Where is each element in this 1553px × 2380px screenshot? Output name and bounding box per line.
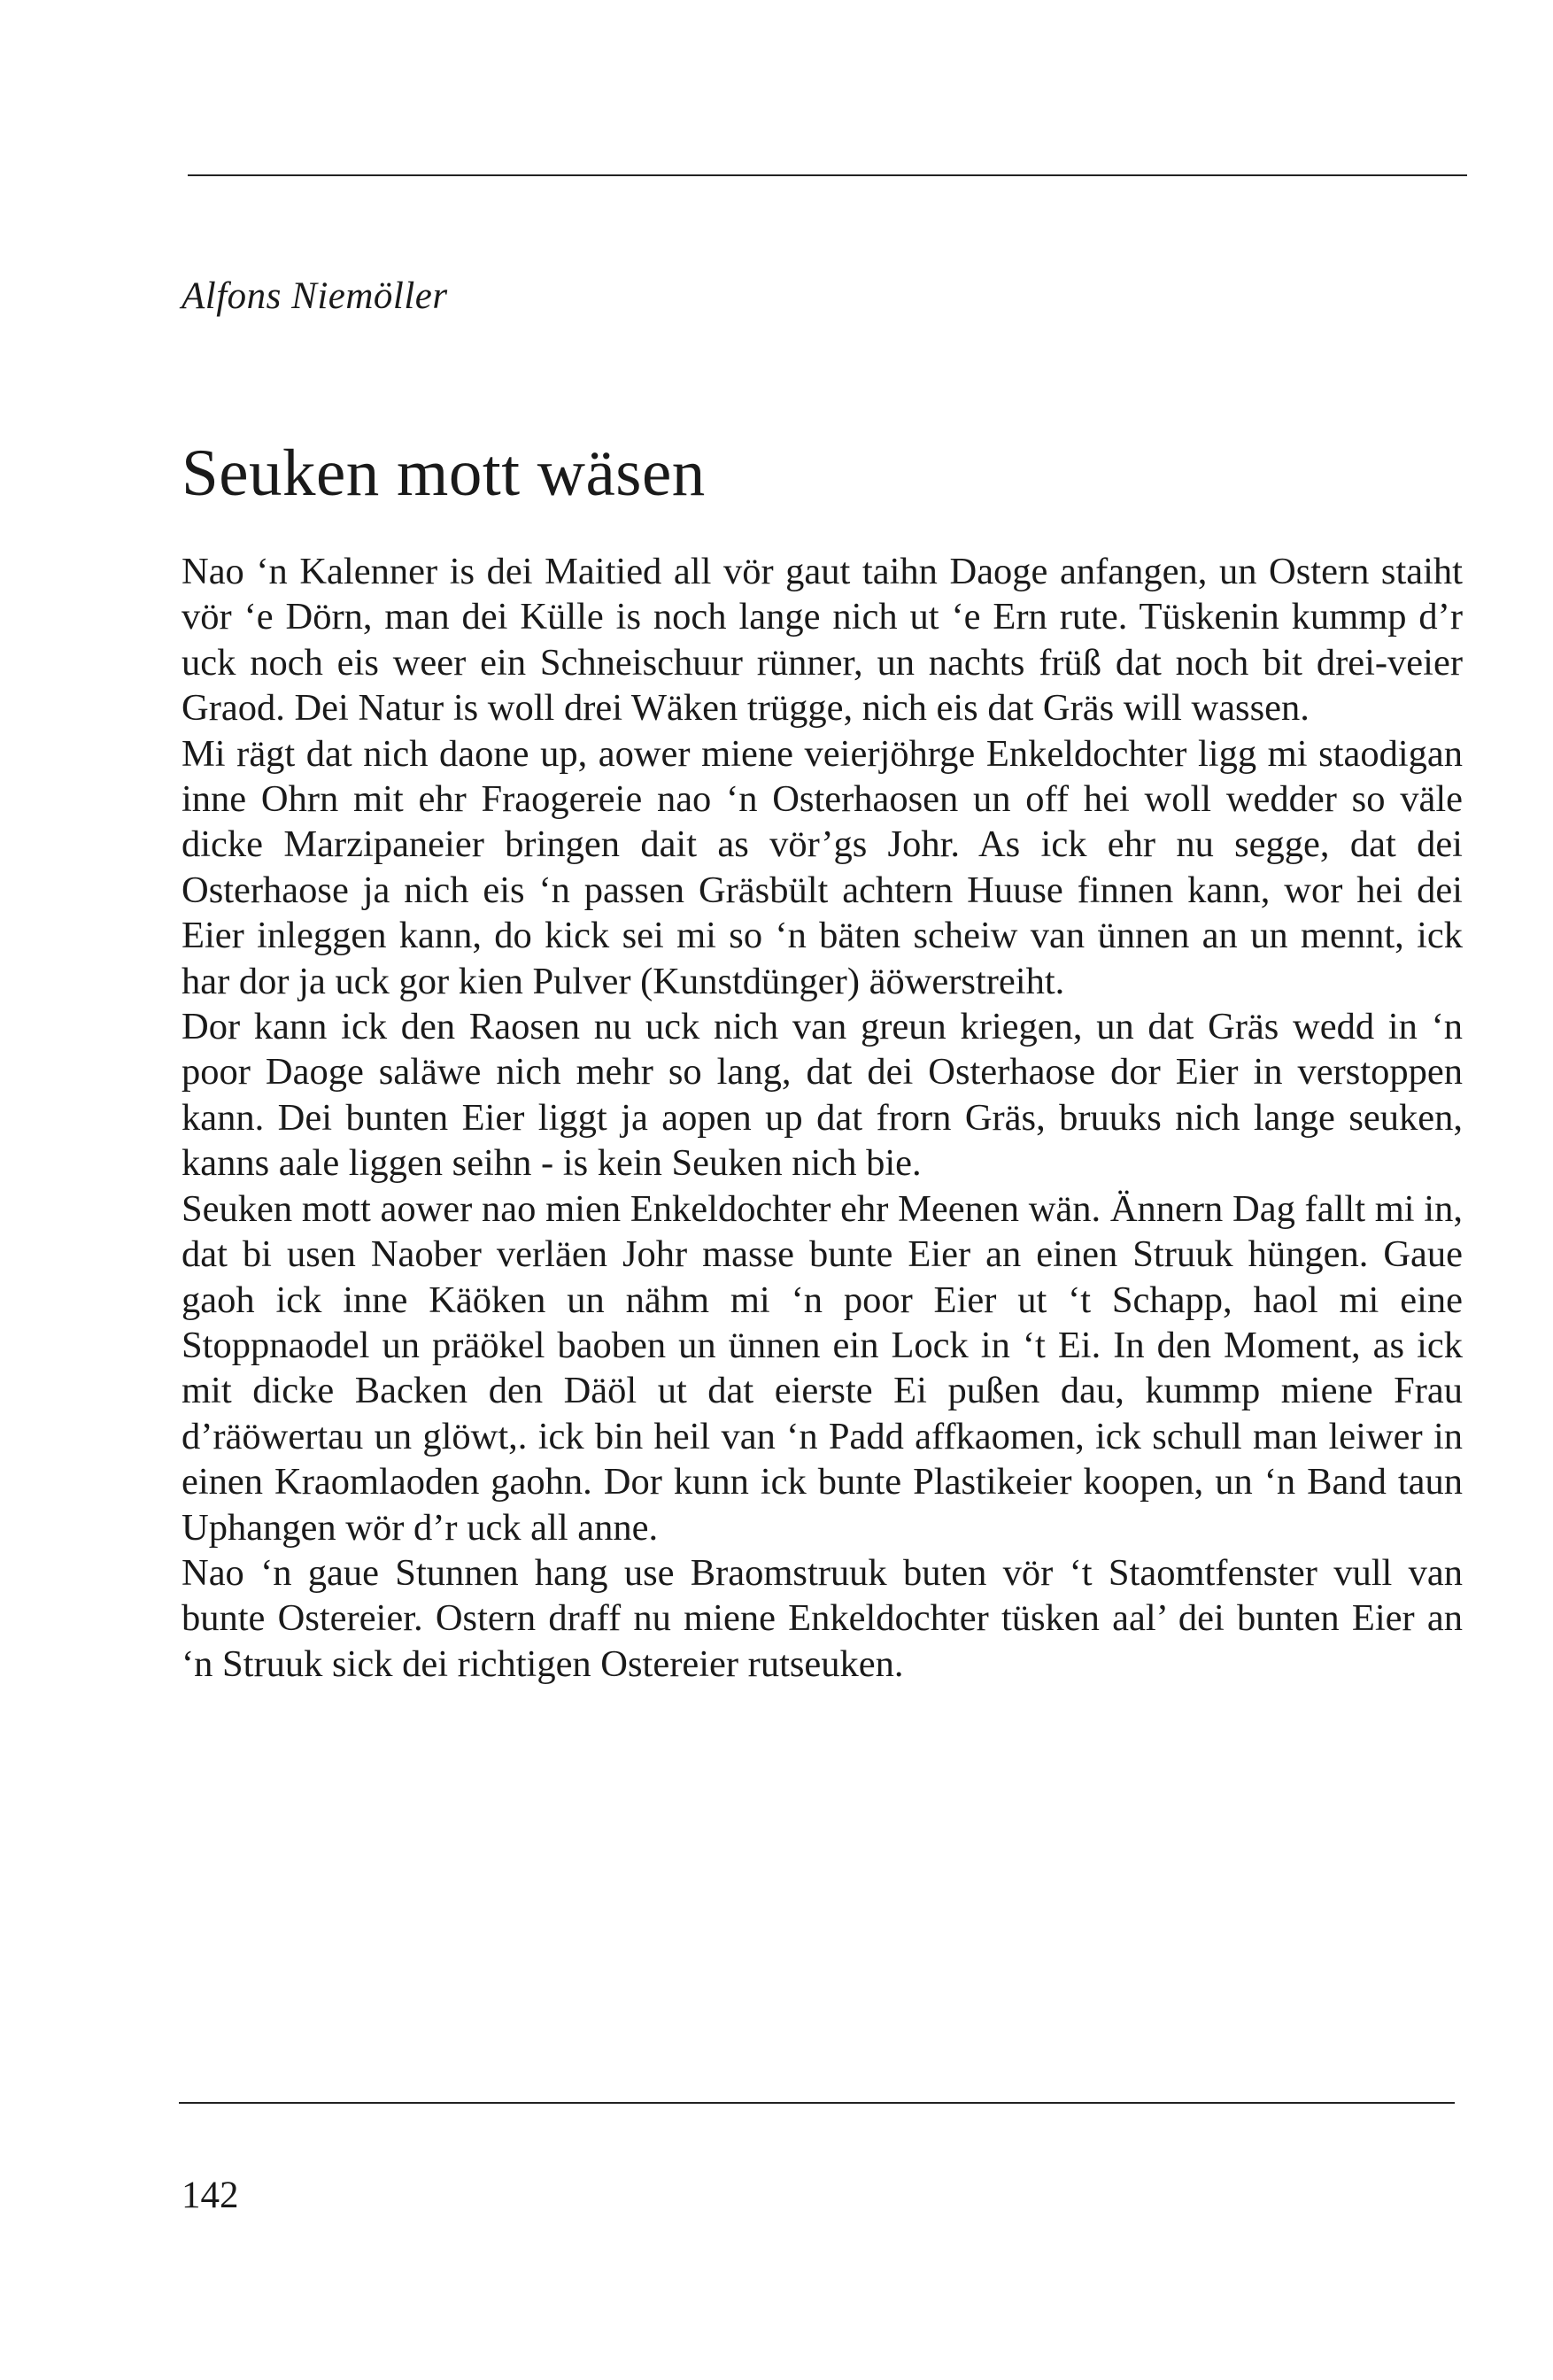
- paragraph: Dor kann ick den Raosen nu uck nich van greun kriegen, un dat Gräs wedd in ‘n poor Daoge saläwe nich mehr so lang, dat dei Osterhaose dor Eier in verstoppen kann. Dei bunten Eier liggt ja aopen up dat frorn Gräs, bruuks nich lange seuken, kanns aale liggen seihn - is kein Seuken nich bie.: [182, 1006, 1463, 1185]
- author-name: Alfons Niemöller: [182, 275, 448, 317]
- article-body: [182, 549, 1463, 1687]
- paragraph: Seuken mott aower nao mien Enkeldochter ehr Meenen wän. Ännern Dag fallt mi in, dat bi usen Naober verläen Johr masse bunte Eier an einen Struuk hüngen. Gaue gaoh ick inne Käöken un nähm mi ‘n poor Eier ut ‘t Schapp, haol mi eine Stoppnaodel un präökel baoben un ünnen ein Lock in ‘t Ei. In den Moment, as ick mit dicke Backen den Däöl ut dat eierste Ei pußen dau, kummp miene Frau d’räöwertau un glöwt,. ick bin heil van ‘n Padd affkaomen, ick schull man leiwer in einen Kraomlaoden gaohn. Dor kunn ick bunte Plastikeier koopen, un ‘n Band taun Uphangen wör d’r uck all anne.: [182, 1187, 1463, 1549]
- article-title: Seuken mott wäsen: [182, 437, 706, 510]
- paragraph: Nao ‘n gaue Stunnen hang use Braomstruuk buten vör ‘t Staomtfenster vull van bunte Ostereier. Ostern draff nu miene Enkeldochter tüsken aal’ dei bunten Eier an ‘n Struuk sick dei richtigen Ostereier rutseuken.: [182, 1551, 1463, 1685]
- page-number: 142: [182, 2175, 239, 2216]
- footer-rule: [179, 2102, 1455, 2104]
- paragraph: Mi rägt dat nich daone up, aower miene veierjöhrge Enkeldochter ligg mi staodigan inne Ohrn mit ehr Fraogereie nao ‘n Osterhaosen un off hei woll wedder so väle dicke Marzipaneier bringen dait as vör’gs Johr. As ick ehr nu segge, dat dei Osterhaose ja nich eis ‘n passen Gräsbült achtern Huuse finnen kann, wor hei dei Eier inleggen kann, do kick sei mi so ‘n bäten scheiw van ünnen an un mennt, ick har dor ja uck gor kien Pulver (Kunstdünger) äöwerstreiht.: [182, 732, 1463, 1002]
- header-rule: [188, 174, 1467, 176]
- paragraph: Nao ‘n Kalenner is dei Maitied all vör gaut taihn Daoge anfangen, un Ostern staiht vör ‘e Dörn, man dei Külle is noch lange nich ut ‘e Ern rute. Tüskenin kummp d’r uck noch eis weer ein Schneischuur rünner, un nachts früß dat noch bit drei-veier Graod. Dei Natur is woll drei Wäken trügge, nich eis dat Gräs will wassen.: [182, 551, 1463, 730]
